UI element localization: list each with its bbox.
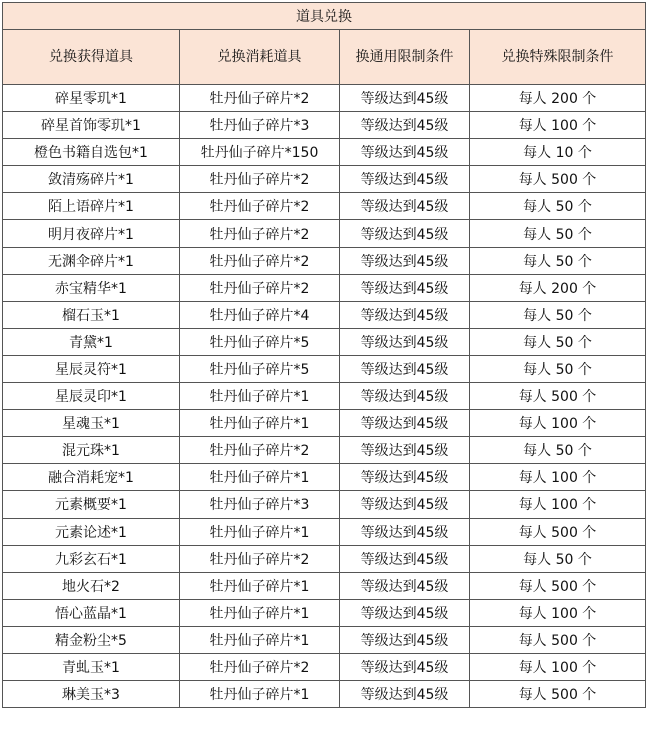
special-condition-cell: 每人 100 个 — [470, 599, 646, 626]
consumed-item-cell: 牡丹仙子碎片*1 — [180, 626, 340, 653]
special-condition-cell: 每人 50 个 — [470, 193, 646, 220]
special-condition-cell: 每人 100 个 — [470, 491, 646, 518]
table-row — [3, 85, 646, 112]
consumed-item-cell: 牡丹仙子碎片*1 — [180, 383, 340, 410]
consumed-item-cell: 牡丹仙子碎片*3 — [180, 112, 340, 139]
special-condition-cell: 每人 100 个 — [470, 112, 646, 139]
special-condition-cell: 每人 50 个 — [470, 301, 646, 328]
obtained-item-cell: 明月夜碎片*1 — [3, 220, 180, 247]
obtained-item-cell: 精金粉尘*5 — [3, 626, 180, 653]
special-condition-cell: 每人 200 个 — [470, 274, 646, 301]
general-condition-cell: 等级达到45级 — [340, 599, 470, 626]
general-condition-cell: 等级达到45级 — [340, 681, 470, 708]
obtained-item-cell: 星魂玉*1 — [3, 410, 180, 437]
table-row — [3, 653, 646, 680]
table-row — [3, 220, 646, 247]
general-condition-cell: 等级达到45级 — [340, 410, 470, 437]
table-row — [3, 437, 646, 464]
consumed-item-cell: 牡丹仙子碎片*2 — [180, 166, 340, 193]
consumed-item-cell: 牡丹仙子碎片*2 — [180, 85, 340, 112]
obtained-item-cell: 陌上语碎片*1 — [3, 193, 180, 220]
table-body — [3, 85, 646, 708]
table-row — [3, 599, 646, 626]
general-condition-cell: 等级达到45级 — [340, 572, 470, 599]
obtained-item-cell: 赤宝精华*1 — [3, 274, 180, 301]
general-condition-cell: 等级达到45级 — [340, 653, 470, 680]
general-condition-cell: 等级达到45级 — [340, 491, 470, 518]
general-condition-cell: 等级达到45级 — [340, 139, 470, 166]
general-condition-cell: 等级达到45级 — [340, 85, 470, 112]
obtained-item-cell: 悟心蓝晶*1 — [3, 599, 180, 626]
special-condition-cell: 每人 100 个 — [470, 464, 646, 491]
obtained-item-cell: 青虬玉*1 — [3, 653, 180, 680]
table-row — [3, 383, 646, 410]
consumed-item-cell: 牡丹仙子碎片*5 — [180, 355, 340, 382]
table-row — [3, 274, 646, 301]
special-condition-cell: 每人 50 个 — [470, 220, 646, 247]
consumed-item-cell: 牡丹仙子碎片*1 — [180, 464, 340, 491]
table-header-row — [3, 30, 646, 85]
table-row — [3, 410, 646, 437]
consumed-item-cell: 牡丹仙子碎片*4 — [180, 301, 340, 328]
special-condition-cell: 每人 50 个 — [470, 355, 646, 382]
consumed-item-cell: 牡丹仙子碎片*150 — [180, 139, 340, 166]
header-special-condition: 兑换特殊限制条件 — [470, 30, 646, 85]
special-condition-cell: 每人 50 个 — [470, 437, 646, 464]
general-condition-cell: 等级达到45级 — [340, 247, 470, 274]
consumed-item-cell: 牡丹仙子碎片*2 — [180, 653, 340, 680]
consumed-item-cell: 牡丹仙子碎片*2 — [180, 274, 340, 301]
special-condition-cell: 每人 500 个 — [470, 572, 646, 599]
table-row — [3, 139, 646, 166]
table-row — [3, 247, 646, 274]
table-row — [3, 572, 646, 599]
consumed-item-cell: 牡丹仙子碎片*2 — [180, 545, 340, 572]
table-title: 道具兑换 — [3, 3, 646, 30]
special-condition-cell: 每人 10 个 — [470, 139, 646, 166]
table-row — [3, 112, 646, 139]
general-condition-cell: 等级达到45级 — [340, 328, 470, 355]
special-condition-cell: 每人 200 个 — [470, 85, 646, 112]
obtained-item-cell: 元素概要*1 — [3, 491, 180, 518]
item-exchange-table — [2, 2, 646, 708]
special-condition-cell: 每人 500 个 — [470, 626, 646, 653]
consumed-item-cell: 牡丹仙子碎片*2 — [180, 220, 340, 247]
obtained-item-cell: 元素论述*1 — [3, 518, 180, 545]
special-condition-cell: 每人 100 个 — [470, 410, 646, 437]
consumed-item-cell: 牡丹仙子碎片*1 — [180, 410, 340, 437]
general-condition-cell: 等级达到45级 — [340, 355, 470, 382]
general-condition-cell: 等级达到45级 — [340, 193, 470, 220]
general-condition-cell: 等级达到45级 — [340, 112, 470, 139]
general-condition-cell: 等级达到45级 — [340, 301, 470, 328]
obtained-item-cell: 融合消耗宠*1 — [3, 464, 180, 491]
obtained-item-cell: 星辰灵符*1 — [3, 355, 180, 382]
special-condition-cell: 每人 500 个 — [470, 681, 646, 708]
table-title-row — [3, 3, 646, 30]
special-condition-cell: 每人 100 个 — [470, 653, 646, 680]
consumed-item-cell: 牡丹仙子碎片*1 — [180, 599, 340, 626]
general-condition-cell: 等级达到45级 — [340, 545, 470, 572]
table-row — [3, 681, 646, 708]
consumed-item-cell: 牡丹仙子碎片*2 — [180, 193, 340, 220]
special-condition-cell: 每人 500 个 — [470, 166, 646, 193]
table-row — [3, 491, 646, 518]
obtained-item-cell: 榴石玉*1 — [3, 301, 180, 328]
obtained-item-cell: 青黛*1 — [3, 328, 180, 355]
header-obtained-item: 兑换获得道具 — [3, 30, 180, 85]
table-row — [3, 166, 646, 193]
obtained-item-cell: 九彩玄石*1 — [3, 545, 180, 572]
table-row — [3, 626, 646, 653]
table-row — [3, 545, 646, 572]
general-condition-cell: 等级达到45级 — [340, 166, 470, 193]
consumed-item-cell: 牡丹仙子碎片*2 — [180, 247, 340, 274]
obtained-item-cell: 琳美玉*3 — [3, 681, 180, 708]
general-condition-cell: 等级达到45级 — [340, 383, 470, 410]
special-condition-cell: 每人 500 个 — [470, 518, 646, 545]
consumed-item-cell: 牡丹仙子碎片*3 — [180, 491, 340, 518]
table-row — [3, 193, 646, 220]
obtained-item-cell: 橙色书籍自选包*1 — [3, 139, 180, 166]
obtained-item-cell: 碎星零玑*1 — [3, 85, 180, 112]
special-condition-cell: 每人 50 个 — [470, 247, 646, 274]
obtained-item-cell: 混元珠*1 — [3, 437, 180, 464]
obtained-item-cell: 敛清殇碎片*1 — [3, 166, 180, 193]
consumed-item-cell: 牡丹仙子碎片*1 — [180, 572, 340, 599]
consumed-item-cell: 牡丹仙子碎片*1 — [180, 518, 340, 545]
header-consumed-item: 兑换消耗道具 — [180, 30, 340, 85]
special-condition-cell: 每人 50 个 — [470, 328, 646, 355]
general-condition-cell: 等级达到45级 — [340, 274, 470, 301]
consumed-item-cell: 牡丹仙子碎片*5 — [180, 328, 340, 355]
general-condition-cell: 等级达到45级 — [340, 626, 470, 653]
obtained-item-cell: 地火石*2 — [3, 572, 180, 599]
obtained-item-cell: 无渊伞碎片*1 — [3, 247, 180, 274]
table-row — [3, 518, 646, 545]
consumed-item-cell: 牡丹仙子碎片*1 — [180, 681, 340, 708]
general-condition-cell: 等级达到45级 — [340, 518, 470, 545]
table-row — [3, 301, 646, 328]
obtained-item-cell: 碎星首饰零玑*1 — [3, 112, 180, 139]
table-row — [3, 355, 646, 382]
header-general-condition: 换通用限制条件 — [340, 30, 470, 85]
table-row — [3, 328, 646, 355]
general-condition-cell: 等级达到45级 — [340, 220, 470, 247]
general-condition-cell: 等级达到45级 — [340, 437, 470, 464]
special-condition-cell: 每人 50 个 — [470, 545, 646, 572]
consumed-item-cell: 牡丹仙子碎片*2 — [180, 437, 340, 464]
table-row — [3, 464, 646, 491]
obtained-item-cell: 星辰灵印*1 — [3, 383, 180, 410]
special-condition-cell: 每人 500 个 — [470, 383, 646, 410]
general-condition-cell: 等级达到45级 — [340, 464, 470, 491]
